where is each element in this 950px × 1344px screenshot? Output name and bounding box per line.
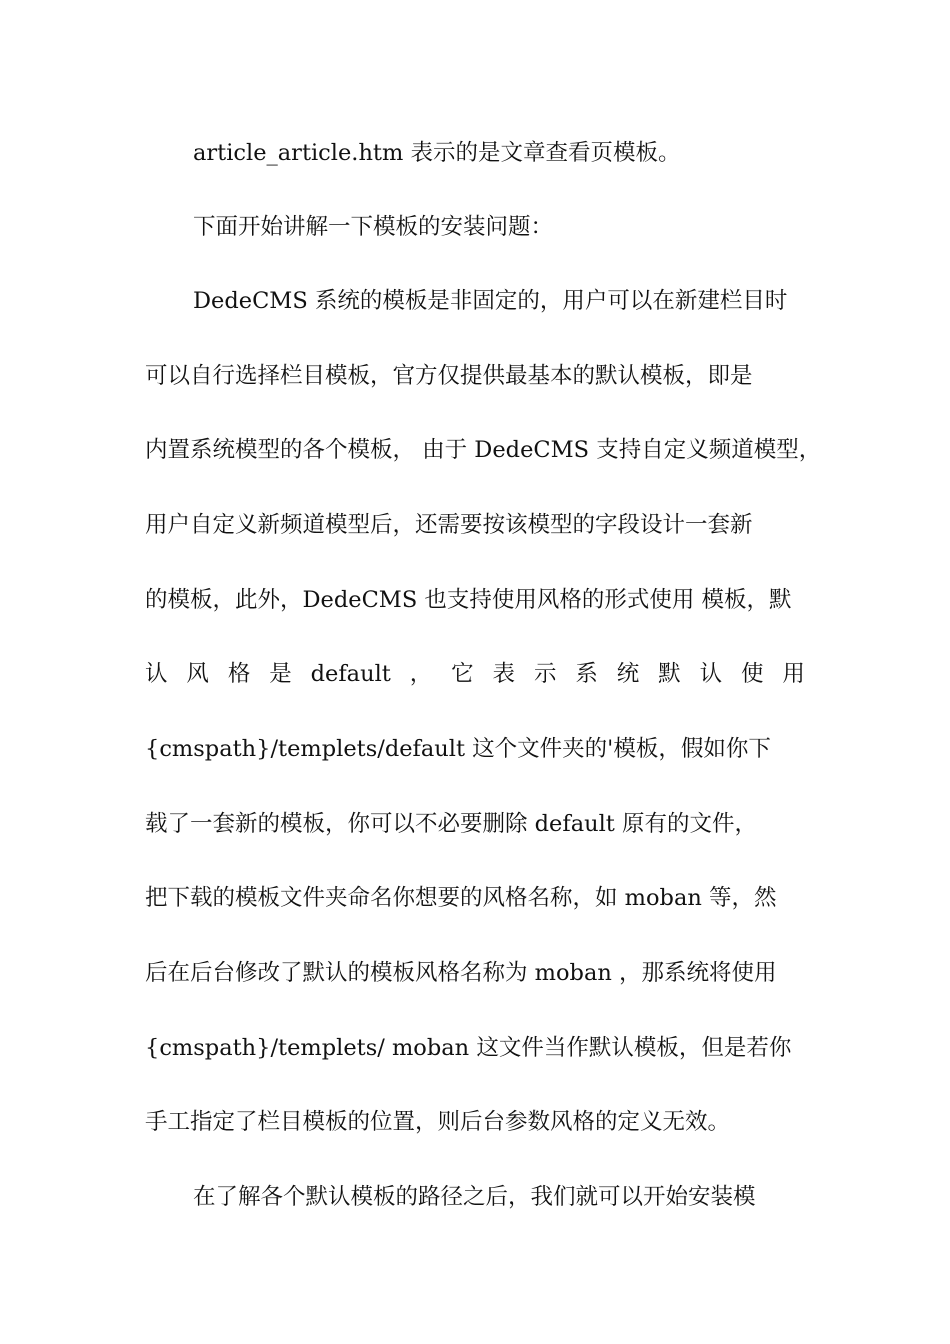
word: 系 <box>575 661 598 687</box>
paragraph-line-15: 在了解各个默认模板的路径之后，我们就可以开始安装模 <box>193 1184 756 1210</box>
paragraph-line-5: 内置系统模型的各个模板， 由于 DedeCMS 支持自定义频道模型， <box>145 437 822 463</box>
word: 统 <box>616 661 640 687</box>
word: 是 <box>269 661 292 687</box>
paragraph-line-4: 可以自行选择栏目模板，官方仅提供最基本的默认模板，即是 <box>145 363 753 389</box>
paragraph-line-11: 把下载的模板文件夹命名你想要的风格名称，如 moban 等，然 <box>145 885 777 911</box>
paragraph-line-3: DedeCMS 系统的模板是非固定的，用户可以在新建栏目时 <box>193 288 788 314</box>
paragraph-line-2: 下面开始讲解一下模板的安装问题： <box>193 214 554 240</box>
paragraph-line-9: {cmspath}/templets/default 这个文件夹的'模板，假如你下 <box>145 736 771 762</box>
word: 认 <box>699 661 723 687</box>
word: 默 <box>658 661 681 687</box>
word: ， <box>409 661 433 687</box>
paragraph-line-14: 手工指定了栏目模板的位置，则后台参数风格的定义无效。 <box>145 1109 731 1135</box>
word: 表 <box>492 661 516 687</box>
paragraph-line-8-justified <box>145 654 805 694</box>
word: 认 <box>145 661 168 687</box>
paragraph-line-7: 的模板，此外，DedeCMS 也支持使用风格的形式使用 模板，默 <box>145 587 792 613</box>
paragraph-line-12: 后在后台修改了默认的模板风格名称为 moban ，那系统将使用 <box>145 960 777 986</box>
word: 格 <box>227 661 251 687</box>
word: 风 <box>186 661 209 687</box>
word: 它 <box>451 661 474 687</box>
word: 用 <box>782 661 805 687</box>
paragraph-line-6: 用户自定义新频道模型后，还需要按该模型的字段设计一套新 <box>145 512 753 538</box>
paragraph-line-13: {cmspath}/templets/ moban 这文件当作默认模板，但是若你 <box>145 1035 792 1061</box>
word: default <box>310 661 391 687</box>
paragraph-line-10: 载了一套新的模板，你可以不必要删除 default 原有的文件， <box>145 811 757 837</box>
word: 使 <box>740 661 764 687</box>
word: 示 <box>533 661 557 687</box>
paragraph-line-1: article_article.htm 表示的是文章查看页模板。 <box>193 140 681 166</box>
